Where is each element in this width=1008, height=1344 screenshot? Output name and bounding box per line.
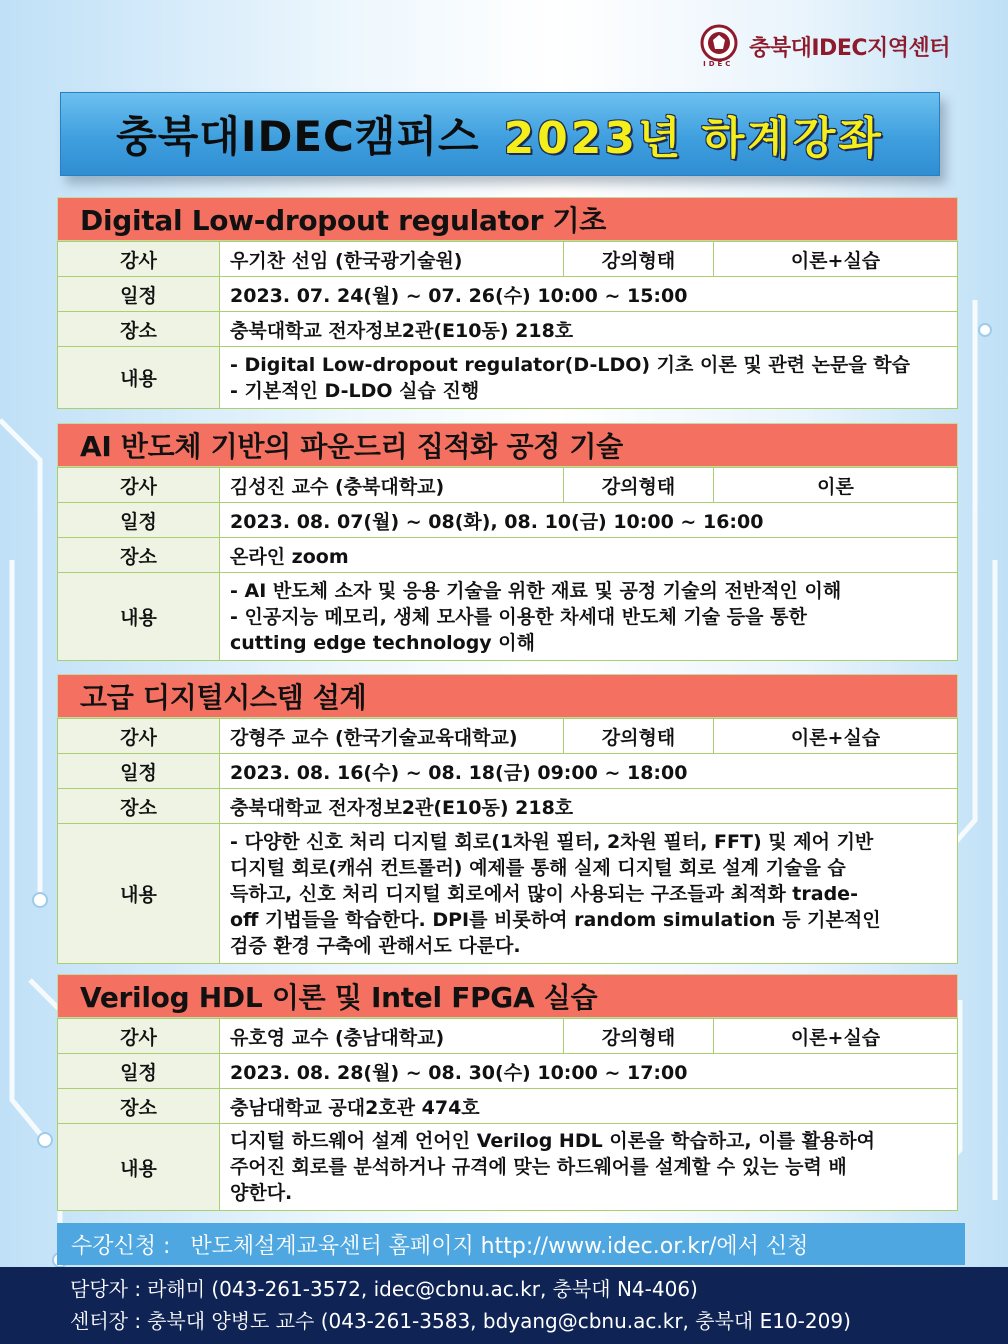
- content-value: [220, 347, 958, 409]
- university-seal-icon: [699, 24, 739, 68]
- content-line: 주어진 회로를 분석하거나 규격에 맞는 하드웨어를 설계할 수 있는 능력 배: [230, 1156, 847, 1178]
- manager-text: 라해미 (043-261-3572, idec@cbnu.ac.kr, 충북대 N4-406): [147, 1277, 698, 1301]
- format-label: 강의형태: [564, 468, 714, 503]
- place-label: 장소: [58, 312, 220, 347]
- lecturer-value: 우기찬 선임 (한국광기술원): [220, 242, 564, 277]
- content-value: [220, 1124, 958, 1211]
- content-line: 디지털 회로(캐쉬 컨트롤러) 예제를 통해 실제 디지털 회로 설계 기술을 습: [230, 856, 846, 879]
- apply-text[interactable]: 반도체설계교육센터 홈페이지 http://www.idec.or.kr/에서 신청: [190, 1233, 809, 1259]
- course-title: 고급 디지털시스템 설계: [57, 674, 958, 718]
- content-line: cutting edge technology 이해: [230, 631, 536, 654]
- course-block-4: [57, 974, 958, 1211]
- place-label: 장소: [58, 789, 220, 824]
- format-label: 강의형태: [564, 1019, 714, 1054]
- schedule-label: 일정: [58, 277, 220, 312]
- content-line: 검증 환경 구축에 관해서도 다룬다.: [230, 934, 521, 957]
- banner-title: 충북대IDEC캠퍼스: [116, 112, 480, 161]
- format-value: 이론+실습: [714, 719, 958, 754]
- content-label: 내용: [58, 573, 220, 661]
- format-label: 강의형태: [564, 719, 714, 754]
- content-line: - 다양한 신호 처리 디지털 회로(1차원 필터, 2차원 필터, FFT) 및 제어 기반: [230, 830, 874, 853]
- lecturer-label: 강사: [58, 242, 220, 277]
- lecturer-label: 강사: [58, 719, 220, 754]
- place-value: 충남대학교 공대2호관 474호: [220, 1089, 958, 1124]
- place-value: 온라인 zoom: [220, 538, 958, 573]
- lecturer-label: 강사: [58, 468, 220, 503]
- content-label: 내용: [58, 347, 220, 409]
- schedule-label: 일정: [58, 1054, 220, 1089]
- content-label: 내용: [58, 824, 220, 964]
- lecturer-label: 강사: [58, 1019, 220, 1054]
- title-banner: [60, 92, 940, 176]
- content-value: [220, 573, 958, 661]
- manager-contact: [70, 1273, 1008, 1305]
- lecturer-value: 강형주 교수 (한국기술교육대학교): [220, 719, 564, 754]
- schedule-label: 일정: [58, 503, 220, 538]
- format-label: 강의형태: [564, 242, 714, 277]
- course-block-1: [57, 197, 958, 409]
- course-table: [57, 241, 958, 409]
- schedule-value: 2023. 07. 24(월) ~ 07. 26(수) 10:00 ~ 15:00: [220, 277, 958, 312]
- place-label: 장소: [58, 1089, 220, 1124]
- content-value: [220, 824, 958, 964]
- banner-subtitle: 2023년 하계강좌: [503, 113, 884, 164]
- content-line: off 기법들을 학습한다. DPI를 비롯하여 random simulation 등 기본적인: [230, 908, 881, 931]
- place-value: 충북대학교 전자정보2관(E10동) 218호: [220, 789, 958, 824]
- format-value: 이론: [714, 468, 958, 503]
- content-line: - AI 반도체 소자 및 응용 기술을 위한 재료 및 공정 기술의 전반적인 이해: [230, 579, 842, 602]
- place-label: 장소: [58, 538, 220, 573]
- manager-label: 담당자 :: [70, 1277, 142, 1301]
- course-table: [57, 467, 958, 661]
- content-label: 내용: [58, 1124, 220, 1211]
- format-value: 이론+실습: [714, 1019, 958, 1054]
- content-line: - 기본적인 D-LDO 실습 진행: [230, 379, 480, 402]
- place-value: 충북대학교 전자정보2관(E10동) 218호: [220, 312, 958, 347]
- schedule-value: 2023. 08. 16(수) ~ 08. 18(금) 09:00 ~ 18:00: [220, 754, 958, 789]
- content-line: 득하고, 신호 처리 디지털 회로에서 많이 사용되는 구조들과 최적화 trade-: [230, 882, 858, 905]
- lecturer-value: 김성진 교수 (충북대학교): [220, 468, 564, 503]
- content-line: - 인공지능 메모리, 생체 모사를 이용한 차세대 반도체 기술 등을 통한: [230, 605, 807, 628]
- director-label: 센터장 :: [70, 1309, 142, 1333]
- course-title: Digital Low-dropout regulator 기초: [57, 197, 958, 241]
- director-text: 충북대 양병도 교수 (043-261-3583, bdyang@cbnu.ac.kr, 충북대 E10-209): [147, 1309, 851, 1333]
- content-line: - Digital Low-dropout regulator(D-LDO) 기초 이론 및 관련 논문을 학습: [230, 353, 910, 376]
- course-table: [57, 1018, 958, 1211]
- schedule-label: 일정: [58, 754, 220, 789]
- org-name: 충북대IDEC지역센터: [749, 35, 950, 61]
- application-bar: [57, 1223, 965, 1265]
- content-line: 디지털 하드웨어 설계 언어인 Verilog HDL 이론을 학습하고, 이를 활용하여: [230, 1130, 875, 1152]
- format-value: 이론+실습: [714, 242, 958, 277]
- course-block-3: [57, 674, 958, 964]
- logo-text: IDEC: [703, 60, 734, 68]
- contact-footer: [0, 1267, 1008, 1344]
- content-line: 양한다.: [230, 1182, 293, 1204]
- apply-label: 수강신청 :: [71, 1233, 171, 1259]
- schedule-value: 2023. 08. 28(월) ~ 08. 30(수) 10:00 ~ 17:00: [220, 1054, 958, 1089]
- course-title: Verilog HDL 이론 및 Intel FPGA 실습: [57, 974, 958, 1018]
- course-table: [57, 718, 958, 964]
- schedule-value: 2023. 08. 07(월) ~ 08(화), 08. 10(금) 10:00 ~ 16:00: [220, 503, 958, 538]
- course-block-2: [57, 423, 958, 661]
- course-title: AI 반도체 기반의 파운드리 집적화 공정 기술: [57, 423, 958, 467]
- lecturer-value: 유호영 교수 (충남대학교): [220, 1019, 564, 1054]
- director-contact: [70, 1305, 1008, 1337]
- org-header: [699, 24, 950, 68]
